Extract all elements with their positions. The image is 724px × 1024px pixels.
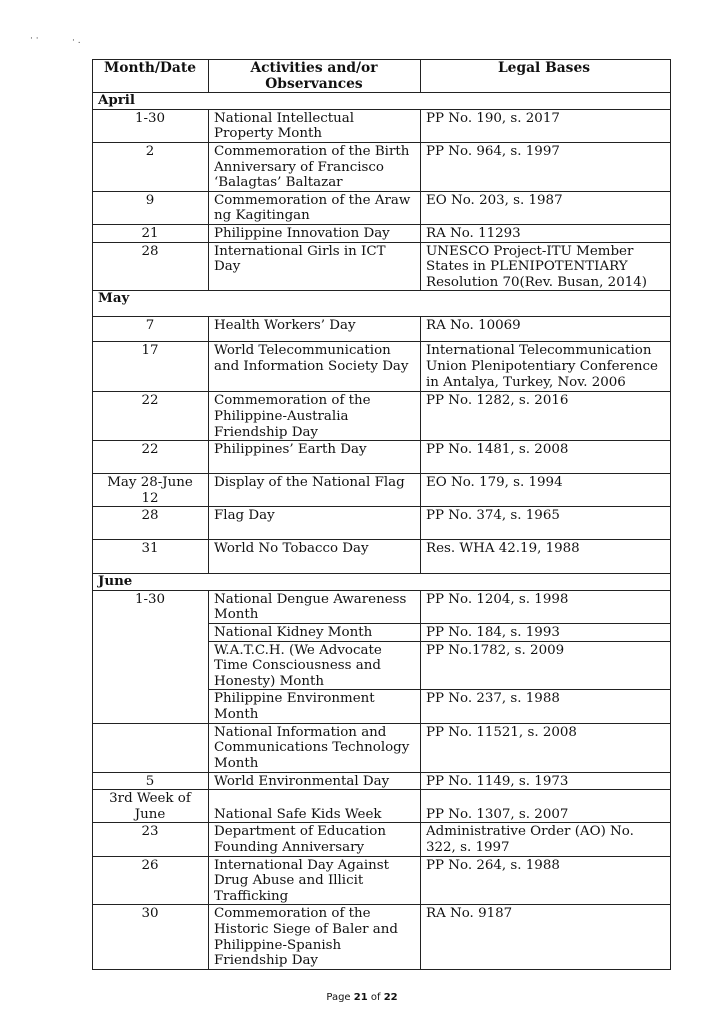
legal-cell: PP No. 264, s. 1988 [421, 856, 671, 905]
observances-table [92, 59, 671, 970]
month-row-may [93, 291, 671, 317]
legal-cell: PP No. 1307, s. 2007 [421, 790, 671, 823]
table-row [93, 590, 671, 623]
activity-cell: National Dengue Awareness Month [209, 590, 421, 623]
activity-cell: Health Workers’ Day [209, 317, 421, 342]
date-cell: 23 [93, 823, 209, 856]
table-row [93, 342, 671, 392]
date-cell: 26 [93, 856, 209, 905]
table-row [93, 224, 671, 242]
date-cell: May 28-June 12 [93, 474, 209, 507]
table-row [93, 856, 671, 905]
activity-cell: World No Tobacco Day [209, 540, 421, 574]
table-row [93, 474, 671, 507]
date-cell: 5 [93, 772, 209, 790]
legal-cell: PP No.1782, s. 2009 [421, 641, 671, 690]
footer-middle: of [367, 992, 384, 1003]
legal-cell: PP No. 190, s. 2017 [421, 109, 671, 142]
table-row [93, 790, 671, 823]
table-row [93, 905, 671, 969]
date-cell: 1-30 [93, 590, 209, 723]
date-cell: 21 [93, 224, 209, 242]
date-cell: 2 [93, 142, 209, 191]
legal-cell: PP No. 964, s. 1997 [421, 142, 671, 191]
header-month-date: Month/Date [93, 60, 209, 93]
activity-cell: National Information and Communications Technology Month [209, 723, 421, 772]
activity-cell: Department of Education Founding Anniversary [209, 823, 421, 856]
table-row [93, 242, 671, 291]
month-row-april [93, 93, 671, 110]
table-row [93, 392, 671, 441]
scan-speck: · . [72, 36, 81, 46]
legal-cell: PP No. 184, s. 1993 [421, 624, 671, 642]
header-legal-bases: Legal Bases [421, 60, 671, 93]
table-row [93, 109, 671, 142]
date-cell: 31 [93, 540, 209, 574]
legal-cell: PP No. 374, s. 1965 [421, 507, 671, 540]
table-row [93, 507, 671, 540]
table-row [93, 317, 671, 342]
activity-cell: Commemoration of the Historic Siege of Baler and Philippine-Spanish Friendship Day [209, 905, 421, 969]
table-row [93, 723, 671, 772]
activity-cell: Philippine Environment Month [209, 690, 421, 723]
activity-cell: Commemoration of the Araw ng Kagitingan [209, 191, 421, 224]
legal-cell: International Telecommunication Union Plenipotentiary Conference in Antalya, Turkey, Nov. 2006 [421, 342, 671, 392]
footer-prefix: Page [326, 992, 354, 1003]
legal-cell: RA No. 10069 [421, 317, 671, 342]
activity-cell: Philippines’ Earth Day [209, 441, 421, 474]
activity-cell: World Environmental Day [209, 772, 421, 790]
legal-cell: PP No. 237, s. 1988 [421, 690, 671, 723]
page-number: 21 [353, 992, 368, 1003]
activity-cell: Display of the National Flag [209, 474, 421, 507]
table-header-row [93, 60, 671, 93]
legal-cell: PP No. 1282, s. 2016 [421, 392, 671, 441]
table-row [93, 823, 671, 856]
table-row [93, 142, 671, 191]
date-cell: 28 [93, 242, 209, 291]
month-label: June [93, 574, 671, 591]
header-activities: Activities and/or Observances [209, 60, 421, 93]
date-cell: 7 [93, 317, 209, 342]
legal-cell: PP No. 1481, s. 2008 [421, 441, 671, 474]
table-row [93, 441, 671, 474]
legal-cell: RA No. 9187 [421, 905, 671, 969]
table-row [93, 772, 671, 790]
table-row [93, 191, 671, 224]
legal-cell: UNESCO Project-ITU Member States in PLENIPOTENTIARY Resolution 70(Rev. Busan, 2014) [421, 242, 671, 291]
date-cell [93, 723, 209, 772]
date-cell: 1-30 [93, 109, 209, 142]
activity-cell: Commemoration of the Birth Anniversary of Francisco ‘Balagtas’ Baltazar [209, 142, 421, 191]
month-row-june [93, 574, 671, 591]
date-cell: 30 [93, 905, 209, 969]
legal-cell: Res. WHA 42.19, 1988 [421, 540, 671, 574]
activity-cell: W.A.T.C.H. (We Advocate Time Consciousness and Honesty) Month [209, 641, 421, 690]
date-cell: 17 [93, 342, 209, 392]
legal-cell: RA No. 11293 [421, 224, 671, 242]
activity-cell: National Intellectual Property Month [209, 109, 421, 142]
legal-cell: PP No. 1149, s. 1973 [421, 772, 671, 790]
date-cell: 9 [93, 191, 209, 224]
activity-cell: National Kidney Month [209, 624, 421, 642]
date-cell: 3rd Week of June [93, 790, 209, 823]
date-cell: 22 [93, 441, 209, 474]
date-cell: 28 [93, 507, 209, 540]
legal-cell: Administrative Order (AO) No. 322, s. 1997 [421, 823, 671, 856]
activity-cell: World Telecommunication and Information Society Day [209, 342, 421, 392]
legal-cell: EO No. 179, s. 1994 [421, 474, 671, 507]
page-footer [0, 992, 724, 1003]
legal-cell: PP No. 1204, s. 1998 [421, 590, 671, 623]
table-row [93, 540, 671, 574]
date-cell: 22 [93, 392, 209, 441]
activity-cell: National Safe Kids Week [209, 790, 421, 823]
activity-cell: Commemoration of the Philippine-Australia Friendship Day [209, 392, 421, 441]
activity-cell: Philippine Innovation Day [209, 224, 421, 242]
activity-cell: International Day Against Drug Abuse and Illicit Trafficking [209, 856, 421, 905]
month-label: May [93, 291, 671, 317]
month-label: April [93, 93, 671, 110]
activity-cell: International Girls in ICT Day [209, 242, 421, 291]
page-total: 22 [383, 992, 398, 1003]
activity-cell: Flag Day [209, 507, 421, 540]
legal-cell: PP No. 11521, s. 2008 [421, 723, 671, 772]
legal-cell: EO No. 203, s. 1987 [421, 191, 671, 224]
scan-speck: · · [30, 34, 39, 44]
